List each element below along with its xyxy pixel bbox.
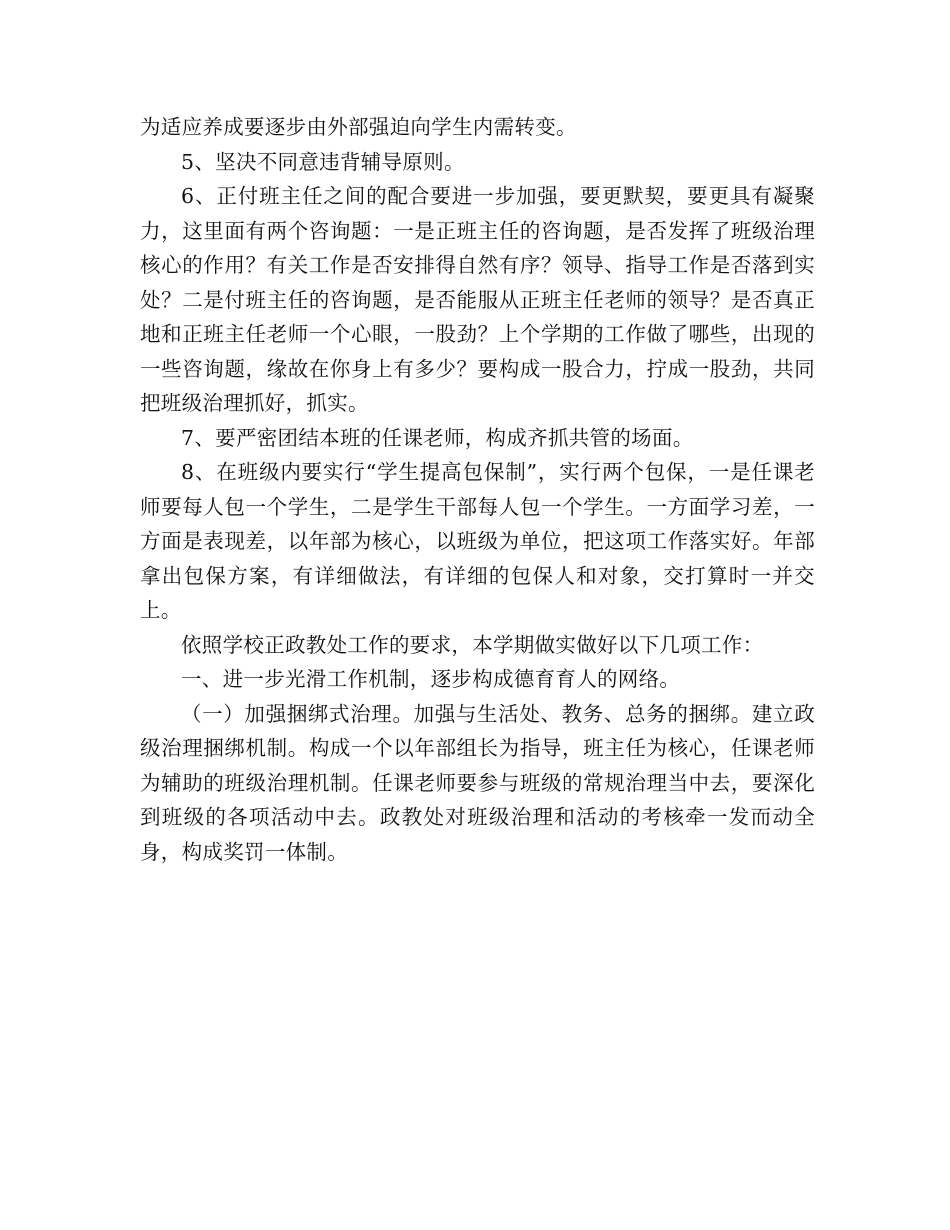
document-body xyxy=(140,110,815,869)
paragraph-subsection-1: （一）加强捆绑式治理。加强与生活处、教务、总务的捆绑。建立政级治理捆绑机制。构成一个以年部组长为指导，班主任为核心，任课老师为辅助的班级治理机制。任课老师要参与班级的常规治理当中去，要深化到班级的各项活动中去。政教处对班级治理和活动的考核牵一发而动全身，构成奖罚一体制。 xyxy=(140,701,815,864)
paragraph-item-5: 5、坚决不同意违背辅导原则。 xyxy=(181,149,465,174)
paragraph-item-6: 6、正付班主任之间的配合要进一步加强，要更默契，要更具有凝聚力，这里面有两个咨询题：一是正班主任的咨询题，是否发挥了班级治理核心的作用？有关工作是否安排得自然有序？领导、指导工作是否落到实处？二是付班主任的咨询题，是否能服从正班主任老师的领导？是否真正地和正班主任老师一个心眼，一股劲？上个学期的工作做了哪些，出现的一些咨询题，缘故在你身上有多少？要构成一股合力，拧成一股劲，共同把班级治理抓好，抓实。 xyxy=(140,184,815,415)
paragraph-item-7: 7、要严密团结本班的任课老师，构成齐抓共管的场面。 xyxy=(181,425,694,450)
paragraph-item-8: 8、在班级内要实行“学生提高包保制”，实行两个包保，一是任课老师要每人包一个学生，二是学生干部每人包一个学生。一方面学习差，一方面是表现差，以年部为核心，以班级为单位，把这项工作落实好。年部拿出包保方案，有详细做法，有详细的包保人和对象，交打算时一并交上。 xyxy=(140,460,815,622)
section-heading-1: 一、进一步光滑工作机制，逐步构成德育育人的网络。 xyxy=(181,667,681,691)
paragraph-intro: 依照学校正政教处工作的要求，本学期做实做好以下几项工作： xyxy=(181,632,764,657)
paragraph-continuation: 为适应养成要逐步由外部强迫向学生内需转变。 xyxy=(140,115,577,139)
